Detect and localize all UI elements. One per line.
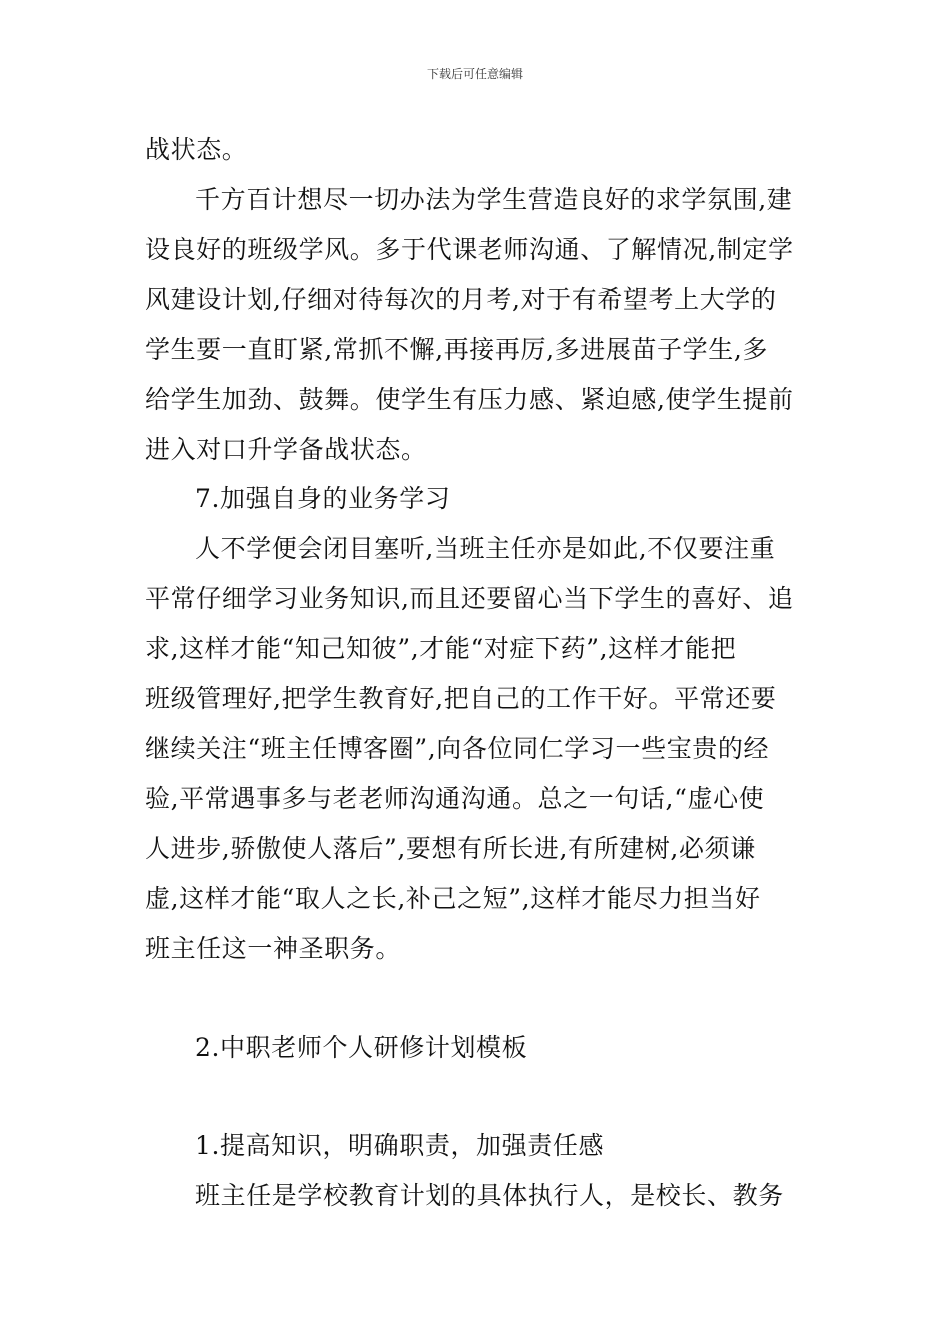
text-line: 风建设计划,仔细对待每次的月考,对于有希望考上大学的: [145, 285, 777, 314]
text-line: 继续关注“班主任博客圈”,向各位同仁学习一些宝贵的经: [145, 734, 770, 763]
text-line: 进入对口升学备战状态。: [145, 435, 427, 464]
text-line: 人进步,骄傲使人落后”,要想有所长进,有所建树,必须谦: [145, 834, 756, 863]
text-line: 班主任是学校教育计划的具体执行人，是校长、教务: [195, 1181, 784, 1210]
section-heading: 7.加强自身的业务学习: [195, 484, 451, 513]
document-title: 2.中职老师个人研修计划模板: [195, 1033, 528, 1062]
text-line: 人不学便会闭目塞听,当班主任亦是如此,不仅要注重: [195, 534, 776, 563]
text-line: 给学生加劲、鼓舞。使学生有压力感、紧迫感,使学生提前: [145, 385, 794, 414]
text-line: 求,这样才能“知己知彼”,才能“对症下药”,这样才能把: [145, 634, 737, 663]
text-line: 班级管理好,把学生教育好,把自己的工作干好。平常还要: [145, 684, 777, 713]
text-line: 验,平常遇事多与老老师沟通沟通。总之一句话,“虚心使: [145, 784, 765, 813]
text-line: 战状态。: [145, 135, 248, 164]
text-line: 千方百计想尽一切办法为学生营造良好的求学氛围,建: [195, 185, 793, 214]
text-line: 班主任这一神圣职务。: [145, 934, 402, 963]
page-header-note: 下载后可任意编辑: [426, 67, 523, 81]
text-line: 虚,这样才能“取人之长,补己之短”,这样才能尽力担当好: [145, 884, 761, 913]
text-line: 平常仔细学习业务知识,而且还要留心当下学生的喜好、追: [145, 584, 794, 613]
text-line: 学生要一直盯紧,常抓不懈,再接再厉,多进展苗子学生,多: [145, 335, 768, 364]
text-line: 设良好的班级学风。多于代课老师沟通、了解情况,制定学: [145, 235, 794, 264]
section-heading: 1.提高知识，明确职责，加强责任感: [195, 1131, 605, 1160]
